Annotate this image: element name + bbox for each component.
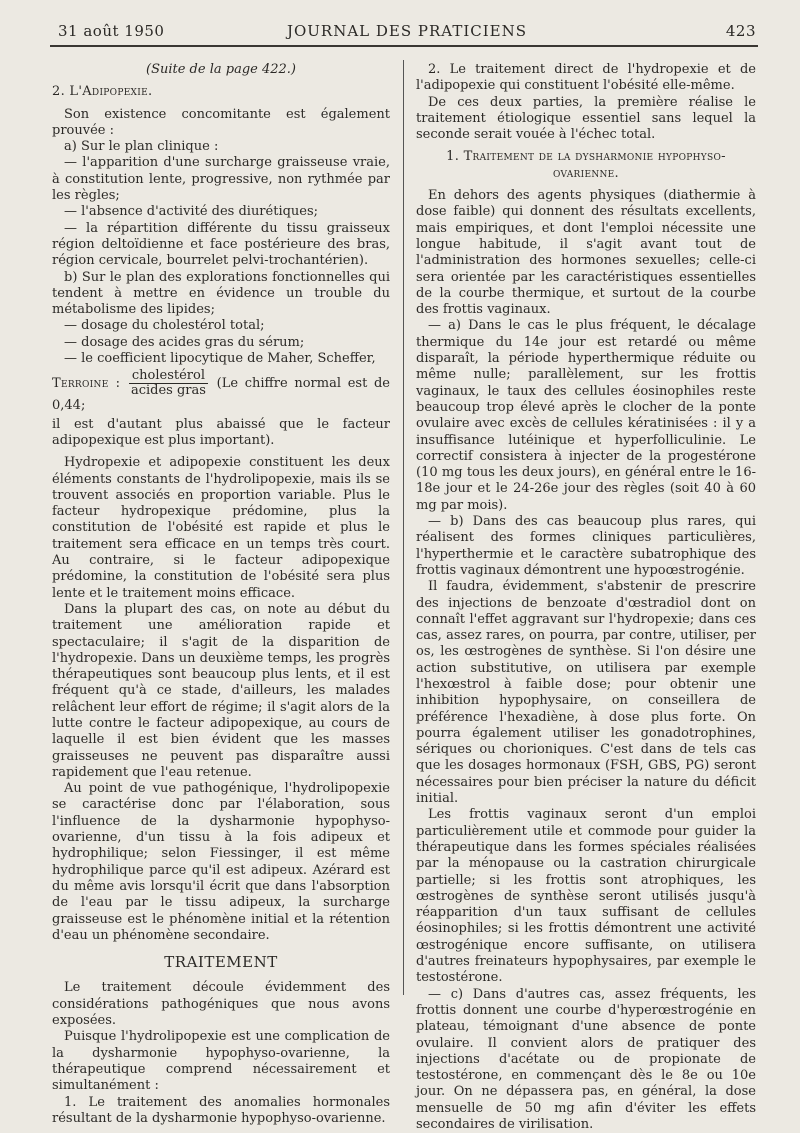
subsection-heading: 1. Traitement de la dysharmonie hypophyso-ovarienne. [446,149,726,181]
author-name: Terroine : [52,376,121,392]
section-heading-adipopexie: 2. L'Adipopexie. [52,84,153,100]
lipocytic-fraction [129,369,208,398]
left-column [52,62,390,1127]
list-item: — l'absence d'activité des diurétiques; [64,204,319,220]
section-heading-traitement: TRAITEMENT [164,953,278,972]
fraction-numerator: cholestérol [129,369,208,384]
paragraph: Il faudra, évidemment, s'abstenir de prescrire des injections de benzoate d'œstradiol dont on connaît l'effet aggravant sur l'hydropexie; dans ces cas, assez rares, on pourra, par contre, utiliser, per os, les œstrogènes de synthèse. Si l'on désire une action substitutive, on utilisera par exemple l'hexœstrol à faible dose; pour obtenir une inhibition hypophysaire, on conseillera de préférence l'hexadiène, à dose plus forte. On pourra également utiliser les gonadotrophines, sériques ou chorioniques. C'est dans de tels cas que les dosages hormonaux (FSH, GBS, PG) seront nécessaires pour bien préciser la nature du déficit initial. [416,579,756,807]
continuation-note: (Suite de la page 422.) [146,62,296,77]
paragraph: — c) Dans d'autres cas, assez fréquents, les frottis donnent une courbe d'hyperœstrogénie en plateau, témoignant d'une absence de ponte ovulaire. Il convient alors de pratiquer des injections d'acétate ou de propionate de testostérone, en commençant dès le 8e ou 10e jour. On ne dépassera pas, en général, la dose mensuelle de 50 mg afin d'éviter les effets secondaires de virilisation. [416,986,756,1132]
paragraph: Son existence concomitante est également prouvée : [52,106,390,138]
list-item: — l'apparition d'une surcharge graisseuse vraie, à constitution lente, progressive, non rythmée par les règles; [52,155,390,204]
right-column [416,62,756,1133]
paragraph: En dehors des agents physiques (diathermie à dose faible) qui donnent des résultats excellents, mais empiriques, et dont l'emploi nécessite une longue habitude, il s'agit avant tout de l'administration des hormones sexuelles; celle-ci sera orientée par les caractéristiques essentielles de la courbe thermique, et surtout de la courbe des frottis vaginaux. [416,188,756,318]
page-number: 423 [725,22,756,40]
list-item: — la répartition différente du tissu graisseux région deltoïdienne et face postérieure des bras, région cervicale, bourrelet pelvi-trochantérien). [52,220,390,269]
paragraph: a) Sur le plan clinique : [64,139,219,155]
paragraph: Les frottis vaginaux seront d'un emploi particulièrement utile et commode pour guider la thérapeutique dans les formes spéciales réalisées par la ménopause ou la castration chirurgicale partielle; si les frottis sont atrophiques, les œstrogènes de synthèse seront utilisés jusqu'à réapparition d'un taux suffisant de cellules éosinophiles; si les frottis démontrent une activité œstrogénique encore suffisante, on utilisera d'autres freinateurs hypophysaires, par exemple le testostérone. [416,807,756,986]
fraction-denominator: acides gras [130,383,206,399]
running-header [58,22,756,42]
journal-title: JOURNAL DES PRATICIENS [286,22,528,40]
formula-note: (Le chiffre normal est de 0,44; [52,376,391,414]
column-divider [403,60,404,995]
list-item: — dosage des acides gras du sérum; [64,334,305,350]
issue-date: 31 août 1950 [58,22,165,40]
list-item: — dosage du cholestérol total; [64,318,265,334]
formula-line [52,369,390,414]
paragraph: Dans la plupart des cas, on note au début du traitement une amélioration rapide et spectaculaire; il s'agit de la disparition de l'hydropexie. Dans un deuxième temps, les progrès thérapeutiques sont beaucoup plus lents, et il est fréquent qu'à ce stade, d'ailleurs, les malades relâchent leur effort de régime; il s'agit alors de la lutte contre le facteur adipopexique, au cours de laquelle il est bien évident que les masses graisseuses ne peuvent pas disparaître aussi rapidement que l'eau retenue. [52,601,390,780]
header-rule [50,45,758,47]
list-item: — le coefficient lipocytique de Maher, Scheffer, [64,351,376,367]
paragraph: Le traitement découle évidemment des considérations pathogéniques que nous avons exposées. [52,980,390,1029]
paragraph: — a) Dans le cas le plus fréquent, le décalage thermique du 14e jour est retardé ou même disparaît, la période hyperthermique réduite ou même nulle; parallèlement, sur les frottis vaginaux, le taux des cellules éosinophiles reste beaucoup trop élevé après le clocher de la ponte ovulaire avec excès de cellules kératinisées : il y a insuffisance lutéinique et hyperfolliculinie. Le correctif consistera à injecter de la progestérone (10 mg tous les deux jours), en général entre le 16-18e jour et le 24-26e jour des règles (soit 40 à 60 mg par mois). [416,318,756,513]
paragraph: Puisque l'hydrolipopexie est une complication de la dysharmonie hypophyso-ovarienne, la thérapeutique comprend nécessairement et simultanément : [52,1029,390,1094]
paragraph: — b) Dans des cas beaucoup plus rares, qui réalisent des formes cliniques particulières, l'hyperthermie et le caractère subatrophique des frottis vaginaux démontrent une hypoœstrogénie. [416,514,756,578]
paragraph: De ces deux parties, la première réalise le traitement étiologique essentiel sans lequel la seconde serait vouée à l'échec total. [416,94,756,143]
paragraph: il est d'autant plus abaissé que le facteur adipopexique est plus important). [52,416,390,448]
paragraph: Au point de vue pathogénique, l'hydrolipopexie se caractérise donc par l'élaboration, sous l'influence de la dysharmonie hypophyso-ovarienne, d'un tissu à la fois adipeux et hydrophilique; selon Fiessinger, il est même hydrophilique parce qu'il est adipeux. Azérard est du même avis lorsqu'il écrit que dans l'absorption de l'eau par le tissu adipeux, la surcharge graisseuse est le phénomène initial et la rétention d'eau un phénomène secondaire. [52,781,390,943]
paragraph: 2. Le traitement direct de l'hydropexie et de l'adipopexie qui constituent l'obésité elle-même. [416,62,756,94]
paragraph: Hydropexie et adipopexie constituent les deux éléments constants de l'hydrolipopexie, mais ils se trouvent associés en proportion variable. Plus le facteur hydropexique prédomine, plus la constitution de l'obésité est rapide et plus le traitement sera efficace en un temps très court. Au contraire, si le facteur adipopexique prédomine, la constitution de l'obésité sera plus lente et le traitement moins efficace. [52,455,390,601]
paragraph: b) Sur le plan des explorations fonctionnelles qui tendent à mettre en évidence un trouble du métabolisme des lipides; [52,269,390,318]
paragraph: 1. Le traitement des anomalies hormonales résultant de la dysharmonie hypophyso-ovarienne. [52,1094,390,1126]
